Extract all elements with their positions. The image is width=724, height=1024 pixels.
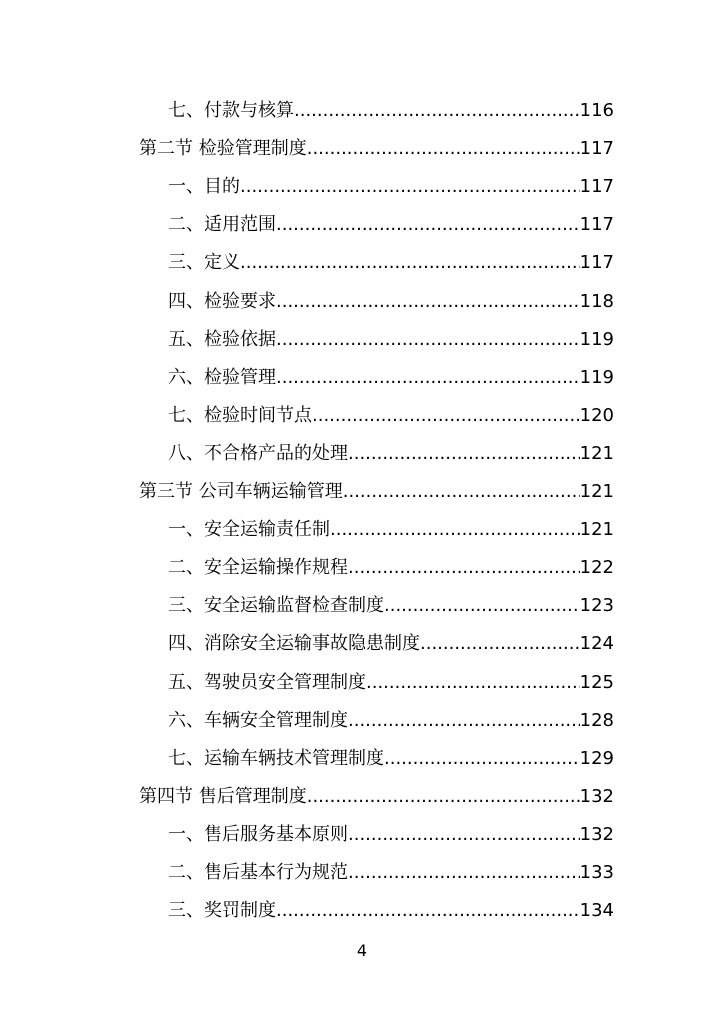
toc-dot-leader [348,702,580,740]
toc-subsection-entry[interactable] [168,740,614,778]
toc-entry-page-number: 118 [579,291,614,312]
toc-entry-page-number: 117 [579,138,614,159]
toc-entry-title: 六、检验管理 [168,367,276,388]
page-number: 4 [356,941,368,960]
toc-section-entry[interactable] [139,473,614,511]
toc-entry-page-number: 123 [579,595,614,616]
toc-entry-title: 三、安全运输监督检查制度 [168,595,384,616]
toc-entry-page-number: 120 [579,405,614,426]
toc-entry-page-number: 129 [579,748,614,769]
toc-dot-leader [307,130,580,168]
toc-subsection-entry[interactable] [168,435,614,473]
toc-entry-page-number: 119 [579,367,614,388]
toc-entry-title: 七、运输车辆技术管理制度 [168,748,384,769]
toc-subsection-entry[interactable] [168,168,614,206]
toc-entry-title: 五、检验依据 [168,329,276,350]
toc-entry-title: 四、消除安全运输事故隐患制度 [168,633,420,654]
toc-dot-leader [276,359,580,397]
toc-entry-page-number: 122 [579,557,614,578]
toc-subsection-entry[interactable] [168,397,614,435]
toc-entry-title: 二、售后基本行为规范 [168,862,348,883]
toc-entry-page-number: 121 [579,443,614,464]
toc-dot-leader [384,740,580,778]
toc-entry-title: 二、适用范围 [168,214,276,235]
toc-entry-page-number: 121 [579,519,614,540]
toc-entry-page-number: 133 [579,862,614,883]
toc-subsection-entry[interactable] [168,244,614,282]
toc-subsection-entry[interactable] [168,92,614,130]
toc-dot-leader [348,854,580,892]
toc-entry-page-number: 134 [579,900,614,921]
toc-entry-page-number: 121 [579,481,614,502]
toc-entry-title: 五、驾驶员安全管理制度 [168,672,366,693]
toc-entry-page-number: 124 [579,633,614,654]
toc-dot-leader [240,168,580,206]
toc-subsection-entry[interactable] [168,625,614,663]
toc-dot-leader [366,664,580,702]
toc-dot-leader [312,397,580,435]
toc-entry-title: 一、安全运输责任制 [168,519,330,540]
toc-dot-leader [420,625,580,663]
toc-entry-page-number: 132 [579,786,614,807]
toc-entry-title: 三、定义 [168,252,240,273]
toc-subsection-entry[interactable] [168,283,614,321]
toc-dot-leader [294,92,580,130]
toc-entry-title: 二、安全运输操作规程 [168,557,348,578]
toc-dot-leader [348,816,580,854]
toc-subsection-entry[interactable] [168,321,614,359]
toc-subsection-entry[interactable] [168,511,614,549]
toc-dot-leader [348,549,580,587]
toc-entry-page-number: 117 [579,176,614,197]
toc-subsection-entry[interactable] [168,816,614,854]
toc-subsection-entry[interactable] [168,206,614,244]
toc-dot-leader [240,244,580,282]
toc-dot-leader [276,892,580,930]
toc-entry-title: 六、车辆安全管理制度 [168,710,348,731]
toc-dot-leader [307,778,580,816]
toc-entry-title: 第四节 售后管理制度 [139,786,307,807]
toc-subsection-entry[interactable] [168,359,614,397]
toc-dot-leader [276,206,580,244]
toc-entry-title: 四、检验要求 [168,291,276,312]
toc-dot-leader [348,435,580,473]
toc-subsection-entry[interactable] [168,892,614,930]
toc-dot-leader [343,473,580,511]
toc-dot-leader [276,321,580,359]
toc-subsection-entry[interactable] [168,702,614,740]
toc-entry-title: 一、售后服务基本原则 [168,824,348,845]
toc-entry-title: 一、目的 [168,176,240,197]
toc-dot-leader [330,511,580,549]
toc-subsection-entry[interactable] [168,587,614,625]
toc-entry-page-number: 132 [579,824,614,845]
toc-entry-page-number: 128 [579,710,614,731]
toc-entry-title: 第二节 检验管理制度 [139,138,307,159]
toc-entry-title: 七、检验时间节点 [168,405,312,426]
toc-dot-leader [276,283,580,321]
toc-subsection-entry[interactable] [168,664,614,702]
toc-entry-page-number: 119 [579,329,614,350]
toc-entry-title: 三、奖罚制度 [168,900,276,921]
toc-entry-page-number: 125 [579,672,614,693]
toc-entry-title: 八、不合格产品的处理 [168,443,348,464]
toc-subsection-entry[interactable] [168,549,614,587]
toc-entry-title: 七、付款与核算 [168,100,294,121]
toc-section-entry[interactable] [139,130,614,168]
toc-subsection-entry[interactable] [168,854,614,892]
toc-entry-page-number: 117 [579,252,614,273]
toc-entry-page-number: 116 [579,100,614,121]
toc-section-entry[interactable] [139,778,614,816]
toc-entry-page-number: 117 [579,214,614,235]
toc-dot-leader [384,587,580,625]
toc-entry-title: 第三节 公司车辆运输管理 [139,481,343,502]
